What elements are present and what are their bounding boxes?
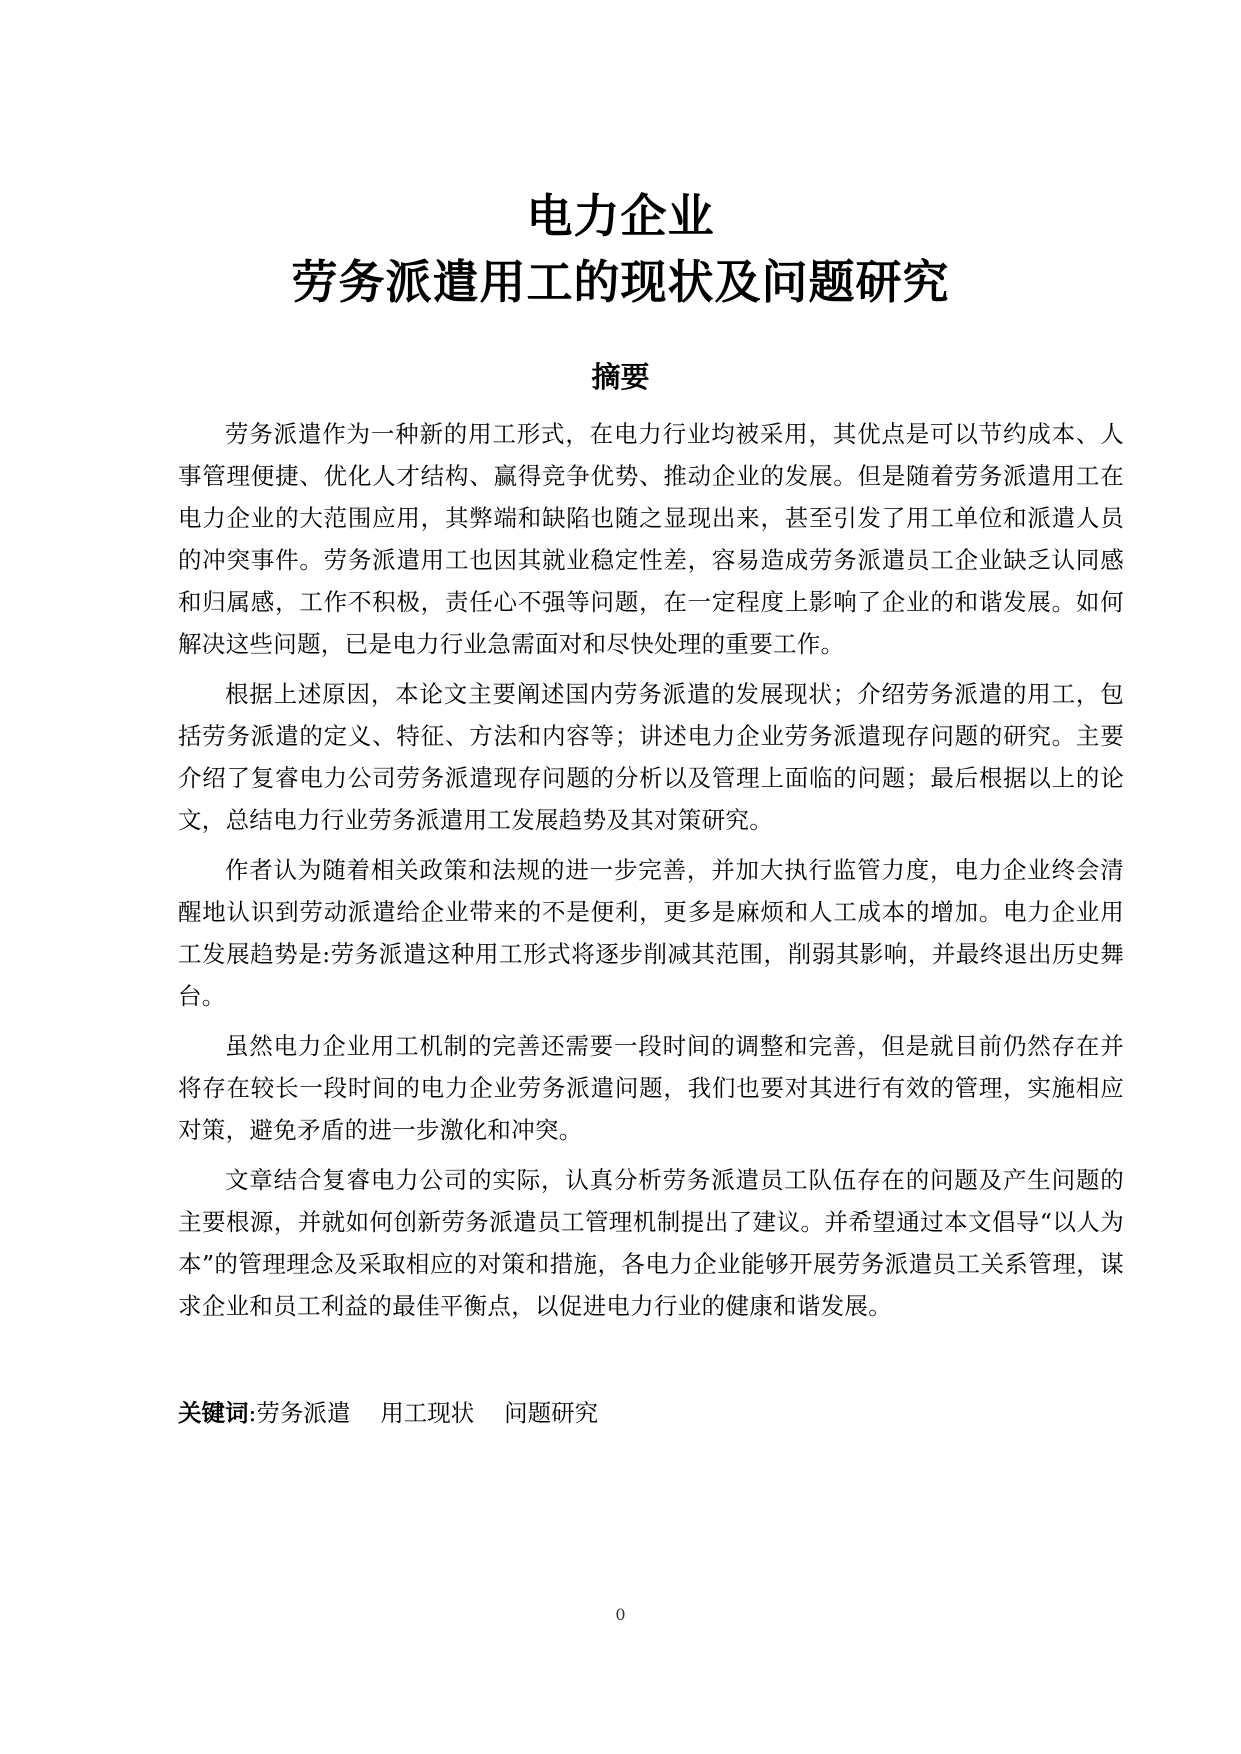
keywords-label: 关键词	[178, 1399, 249, 1427]
abstract-paragraph-3: 作者认为随着相关政策和法规的进一步完善，并加大执行监管力度，电力企业终会清醒地认识到劳动派遣给企业带来的不是便利，更多是麻烦和人工成本的增加。电力企业用工发展趋势是:劳务派遣这种用工形式将逐步削减其范围，削弱其影响，并最终退出历史舞台。	[178, 856, 1124, 1010]
abstract-paragraph-1: 劳务派遣作为一种新的用工形式，在电力行业均被采用，其优点是可以节约成本、人事管理便捷、优化人才结构、赢得竞争优势、推动企业的发展。但是随着劳务派遣用工在电力企业的大范围应用，其弊端和缺陷也随之显现出来，甚至引发了用工单位和派遣人员的冲突事件。劳务派遣用工也因其就业稳定性差，容易造成劳务派遣员工企业缺乏认同感和归属感，工作不积极，责任心不强等问题，在一定程度上影响了企业的和谐发展。如何解决这些问题，已是电力行业急需面对和尽快处理的重要工作。	[178, 420, 1124, 658]
keywords-line	[178, 1392, 1124, 1434]
abstract-heading: 摘要	[591, 360, 650, 394]
title-line-2: 劳务派遣用工的现状及问题研究	[291, 255, 950, 309]
abstract-paragraph-5: 文章结合复睿电力公司的实际，认真分析劳务派遣员工队伍存在的问题及产生问题的主要根源，并就如何创新劳务派遣员工管理机制提出了建议。并希望通过本文倡导“以人为本”的管理理念及采取相应的对策和措施，各电力企业能够开展劳务派遣员工关系管理，谋求企业和员工利益的最佳平衡点，以促进电力行业的健康和谐发展。	[178, 1166, 1124, 1320]
title-line-1: 电力企业	[526, 189, 715, 243]
abstract-paragraph-4: 虽然电力企业用工机制的完善还需要一段时间的调整和完善，但是就目前仍然存在并将存在较长一段时间的电力企业劳务派遣问题，我们也要对其进行有效的管理，实施相应对策，避免矛盾的进一步激化和冲突。	[178, 1032, 1124, 1144]
keywords-text: :劳务派遣 用工现状 问题研究	[248, 1399, 599, 1427]
page-number: 0	[615, 1605, 626, 1624]
abstract-body	[178, 413, 1124, 1335]
abstract-paragraph-2: 根据上述原因，本论文主要阐述国内劳务派遣的发展现状；介绍劳务派遣的用工，包括劳务派遣的定义、特征、方法和内容等；讲述电力企业劳务派遣现存问题的研究。主要介绍了复睿电力公司劳务派遣现存问题的分析以及管理上面临的问题；最后根据以上的论文，总结电力行业劳务派遣用工发展趋势及其对策研究。	[178, 680, 1124, 834]
